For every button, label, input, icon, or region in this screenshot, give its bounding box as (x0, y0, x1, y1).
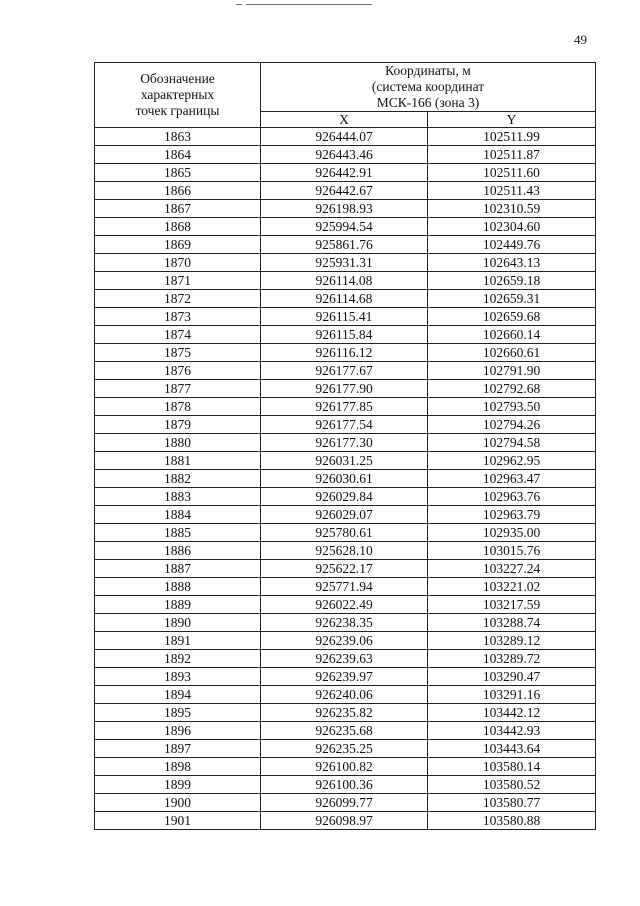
x-cell: 925771.94 (261, 578, 428, 596)
table-row (95, 416, 596, 434)
point-cell: 1901 (95, 812, 261, 830)
table-row (95, 326, 596, 344)
point-cell: 1877 (95, 380, 261, 398)
x-cell: 926177.30 (261, 434, 428, 452)
y-cell: 102791.90 (428, 362, 596, 380)
table-row (95, 128, 596, 146)
x-cell: 926116.12 (261, 344, 428, 362)
point-cell: 1881 (95, 452, 261, 470)
y-cell: 102792.68 (428, 380, 596, 398)
point-cell: 1884 (95, 506, 261, 524)
table-body (95, 128, 596, 830)
y-cell: 103290.47 (428, 668, 596, 686)
point-cell: 1865 (95, 164, 261, 182)
table-row (95, 164, 596, 182)
table-row (95, 200, 596, 218)
y-cell: 102449.76 (428, 236, 596, 254)
x-cell: 926177.67 (261, 362, 428, 380)
table-row (95, 704, 596, 722)
y-cell: 102511.60 (428, 164, 596, 182)
x-cell: 926115.84 (261, 326, 428, 344)
point-cell: 1888 (95, 578, 261, 596)
y-cell: 102963.47 (428, 470, 596, 488)
point-cell: 1868 (95, 218, 261, 236)
y-cell: 103288.74 (428, 614, 596, 632)
x-cell: 925622.17 (261, 560, 428, 578)
header-coordinates: Координаты, м (система координат МСК-166 (зона 3) (261, 63, 596, 112)
table-row (95, 776, 596, 794)
table-row (95, 380, 596, 398)
table-row (95, 146, 596, 164)
table-row (95, 812, 596, 830)
table-row (95, 560, 596, 578)
x-cell: 926029.07 (261, 506, 428, 524)
x-cell: 925861.76 (261, 236, 428, 254)
point-cell: 1890 (95, 614, 261, 632)
point-cell: 1889 (95, 596, 261, 614)
coordinates-table (94, 62, 596, 830)
y-cell: 102659.68 (428, 308, 596, 326)
table-row (95, 542, 596, 560)
y-cell: 102310.59 (428, 200, 596, 218)
point-cell: 1863 (95, 128, 261, 146)
y-cell: 103015.76 (428, 542, 596, 560)
point-cell: 1880 (95, 434, 261, 452)
x-cell: 926114.08 (261, 272, 428, 290)
table-row (95, 524, 596, 542)
y-cell: 102659.18 (428, 272, 596, 290)
x-cell: 925780.61 (261, 524, 428, 542)
y-cell: 103580.52 (428, 776, 596, 794)
x-cell: 926115.41 (261, 308, 428, 326)
table-row (95, 632, 596, 650)
y-cell: 102304.60 (428, 218, 596, 236)
point-cell: 1894 (95, 686, 261, 704)
point-cell: 1892 (95, 650, 261, 668)
y-cell: 103442.12 (428, 704, 596, 722)
point-cell: 1872 (95, 290, 261, 308)
header-point-designation: Обозначение характерных точек границы (95, 63, 261, 128)
y-cell: 103217.59 (428, 596, 596, 614)
y-cell: 103443.64 (428, 740, 596, 758)
table-row (95, 614, 596, 632)
y-cell: 103227.24 (428, 560, 596, 578)
table-row (95, 398, 596, 416)
point-cell: 1867 (95, 200, 261, 218)
table-row (95, 308, 596, 326)
point-cell: 1875 (95, 344, 261, 362)
header-y: Y (428, 112, 596, 128)
x-cell: 926022.49 (261, 596, 428, 614)
y-cell: 103291.16 (428, 686, 596, 704)
table-row (95, 344, 596, 362)
y-cell: 103289.12 (428, 632, 596, 650)
point-cell: 1879 (95, 416, 261, 434)
table-row (95, 488, 596, 506)
table-row (95, 686, 596, 704)
table-row (95, 272, 596, 290)
point-cell: 1887 (95, 560, 261, 578)
x-cell: 925628.10 (261, 542, 428, 560)
table-row (95, 650, 596, 668)
y-cell: 102660.61 (428, 344, 596, 362)
y-cell: 102659.31 (428, 290, 596, 308)
y-cell: 102963.76 (428, 488, 596, 506)
table-row (95, 236, 596, 254)
y-cell: 103580.77 (428, 794, 596, 812)
table-row (95, 578, 596, 596)
y-cell: 102794.58 (428, 434, 596, 452)
point-cell: 1893 (95, 668, 261, 686)
table-row (95, 362, 596, 380)
y-cell: 102643.13 (428, 254, 596, 272)
table-row (95, 740, 596, 758)
point-cell: 1871 (95, 272, 261, 290)
x-cell: 926100.82 (261, 758, 428, 776)
y-cell: 102935.00 (428, 524, 596, 542)
table-row (95, 596, 596, 614)
x-cell: 926443.46 (261, 146, 428, 164)
point-cell: 1869 (95, 236, 261, 254)
x-cell: 926031.25 (261, 452, 428, 470)
x-cell: 926177.54 (261, 416, 428, 434)
y-cell: 103221.02 (428, 578, 596, 596)
x-cell: 926235.25 (261, 740, 428, 758)
x-cell: 926177.85 (261, 398, 428, 416)
point-cell: 1895 (95, 704, 261, 722)
x-cell: 926235.68 (261, 722, 428, 740)
point-cell: 1874 (95, 326, 261, 344)
table-row (95, 506, 596, 524)
x-cell: 926235.82 (261, 704, 428, 722)
point-cell: 1891 (95, 632, 261, 650)
y-cell: 103580.14 (428, 758, 596, 776)
table-row (95, 218, 596, 236)
y-cell: 102793.50 (428, 398, 596, 416)
x-cell: 926114.68 (261, 290, 428, 308)
x-cell: 925994.54 (261, 218, 428, 236)
y-cell: 103289.72 (428, 650, 596, 668)
point-cell: 1878 (95, 398, 261, 416)
scan-mark (236, 4, 242, 6)
y-cell: 102794.26 (428, 416, 596, 434)
page-number: 49 (574, 32, 587, 47)
x-cell: 926442.67 (261, 182, 428, 200)
point-cell: 1876 (95, 362, 261, 380)
table-row (95, 794, 596, 812)
table-row (95, 254, 596, 272)
point-cell: 1882 (95, 470, 261, 488)
x-cell: 926099.77 (261, 794, 428, 812)
point-cell: 1898 (95, 758, 261, 776)
point-cell: 1899 (95, 776, 261, 794)
table-row (95, 182, 596, 200)
x-cell: 926030.61 (261, 470, 428, 488)
point-cell: 1870 (95, 254, 261, 272)
x-cell: 926239.63 (261, 650, 428, 668)
x-cell: 926100.36 (261, 776, 428, 794)
point-cell: 1896 (95, 722, 261, 740)
header-x: X (261, 112, 428, 128)
table-row (95, 434, 596, 452)
x-cell: 926444.07 (261, 128, 428, 146)
table-row (95, 668, 596, 686)
point-cell: 1866 (95, 182, 261, 200)
table-row (95, 290, 596, 308)
point-cell: 1883 (95, 488, 261, 506)
y-cell: 103442.93 (428, 722, 596, 740)
x-cell: 926239.06 (261, 632, 428, 650)
x-cell: 926177.90 (261, 380, 428, 398)
y-cell: 102511.43 (428, 182, 596, 200)
table-row (95, 758, 596, 776)
y-cell: 103580.88 (428, 812, 596, 830)
y-cell: 102962.95 (428, 452, 596, 470)
x-cell: 926029.84 (261, 488, 428, 506)
x-cell: 926238.35 (261, 614, 428, 632)
table-row (95, 470, 596, 488)
y-cell: 102963.79 (428, 506, 596, 524)
y-cell: 102660.14 (428, 326, 596, 344)
x-cell: 925931.31 (261, 254, 428, 272)
x-cell: 926098.97 (261, 812, 428, 830)
x-cell: 926442.91 (261, 164, 428, 182)
y-cell: 102511.99 (428, 128, 596, 146)
x-cell: 926240.06 (261, 686, 428, 704)
point-cell: 1900 (95, 794, 261, 812)
point-cell: 1873 (95, 308, 261, 326)
point-cell: 1885 (95, 524, 261, 542)
table-row (95, 452, 596, 470)
y-cell: 102511.87 (428, 146, 596, 164)
point-cell: 1897 (95, 740, 261, 758)
point-cell: 1886 (95, 542, 261, 560)
point-cell: 1864 (95, 146, 261, 164)
table-row (95, 722, 596, 740)
x-cell: 926198.93 (261, 200, 428, 218)
x-cell: 926239.97 (261, 668, 428, 686)
scan-mark (246, 4, 372, 6)
